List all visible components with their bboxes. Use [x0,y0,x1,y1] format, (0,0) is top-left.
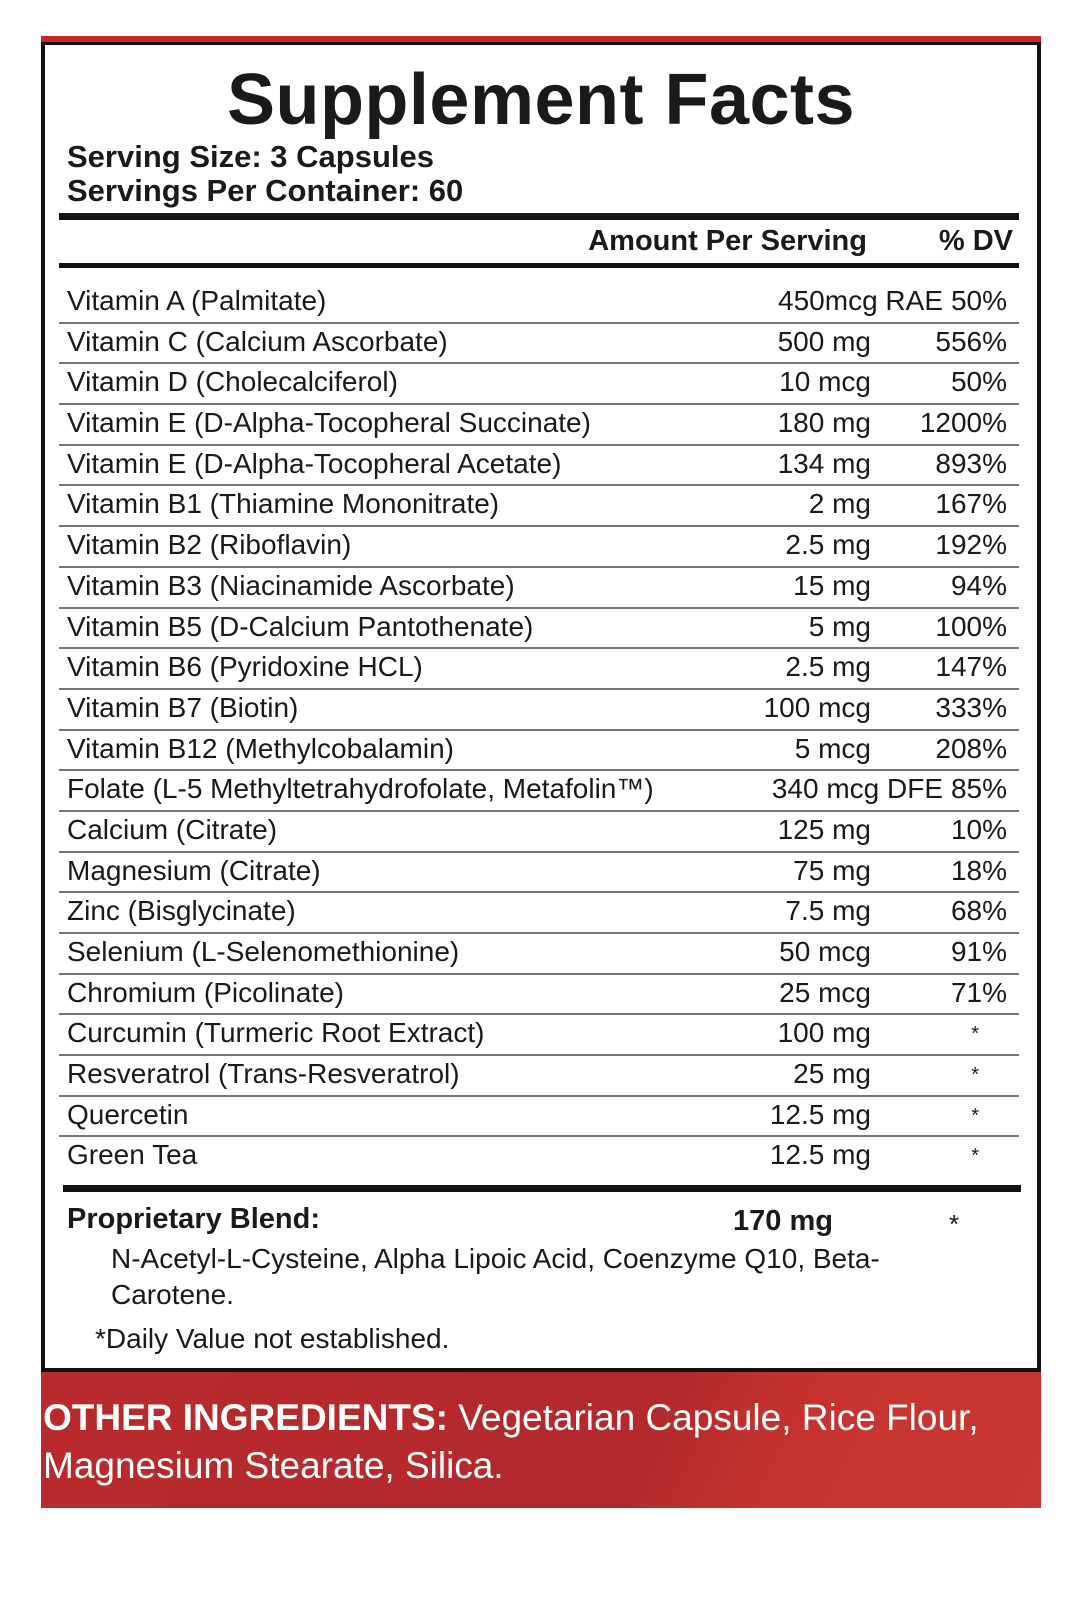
other-ingredients-text: Vegetarian Capsule, Rice Flour, Magnesium Stearate, Silica. [43,1397,979,1486]
blend-ingredients: N-Acetyl-L-Cysteine, Alpha Lipoic Acid, Coenzyme Q10, Beta-Carotene. [111,1243,880,1310]
nutrient-amount: 2.5 mg [785,529,871,561]
divider [59,263,1019,268]
nutrient-name: Vitamin E (D-Alpha-Tocopheral Succinate) [67,407,591,439]
nutrient-amount: 125 mg [777,813,871,845]
dv-header: % DV [938,225,1013,257]
table-row [59,1097,1019,1138]
nutrient-amount: 25 mg [793,1058,871,1090]
nutrient-name: Vitamin B3 (Niacinamide Ascorbate) [67,569,515,601]
table-row [59,1137,1019,1176]
servings-per-container: Servings Per Container: 60 [67,173,464,208]
serving-size: Serving Size: 3 Capsules [67,139,434,174]
nutrient-name: Calcium (Citrate) [67,813,278,845]
nutrient-dv: 50% [950,366,1007,398]
nutrient-amount: 5 mcg [794,732,871,764]
table-row [59,1056,1019,1097]
nutrient-amount: 450mcg RAE [778,285,943,316]
table-row [59,893,1019,934]
table-row [59,771,1019,812]
table-row [59,405,1019,446]
nutrient-dv: 167% [935,488,1007,520]
nutrient-name: Magnesium (Citrate) [67,854,321,886]
table-row [59,812,1019,853]
nutrient-name: Folate (L-5 Methyltetrahydrofolate, Metafolin™) [67,773,654,805]
other-ingredients [41,1372,1041,1508]
nutrient-dv: 71% [950,976,1007,1008]
nutrient-name: Vitamin B5 (D-Calcium Pantothenate) [67,610,534,642]
nutrient-amount: 10 mcg [779,366,871,398]
table-row [59,486,1019,527]
nutrient-amount: 7.5 mg [785,895,871,927]
nutrient-dv: 1200% [919,407,1007,439]
table-row [59,853,1019,894]
blend-label: Proprietary Blend: [67,1203,320,1235]
table-row [59,609,1019,650]
nutrient-amount: 340 mcg DFE [771,773,943,805]
nutrient-dv: 68% [950,895,1007,927]
nutrient-name: Green Tea [67,1139,198,1171]
nutrient-name: Zinc (Bisglycinate) [67,895,296,927]
table-row [59,568,1019,609]
nutrient-name: Quercetin [67,1098,189,1130]
table-row [59,446,1019,487]
other-ingredients-label: OTHER INGREDIENTS: [43,1397,448,1438]
nutrient-name: Selenium (L-Selenomethionine) [67,936,460,967]
nutrient-name: Vitamin B7 (Biotin) [67,691,299,723]
nutrient-amount: 100 mg [777,1017,871,1049]
amount-header: Amount Per Serving [588,225,867,257]
nutrient-name: Vitamin B2 (Riboflavin) [67,529,352,561]
footnote: *Daily Value not established. [95,1323,450,1354]
nutrient-dv: 147% [935,651,1007,683]
nutrient-amount: 100 mcg [763,691,871,723]
nutrient-amount: 500 mg [777,325,871,357]
nutrient-name: Vitamin A (Palmitate) [67,285,327,316]
facts-box [41,42,1041,1372]
nutrient-name: Vitamin D (Cholecalciferol) [67,366,398,398]
nutrient-dv: * [971,1023,979,1046]
blend-amount: 170 mg [733,1205,833,1237]
nutrient-dv: 333% [935,691,1007,723]
nutrient-dv: 94% [950,569,1007,601]
table-row [59,283,1019,324]
nutrient-dv: 556% [935,325,1007,357]
nutrient-name: Chromium (Picolinate) [67,976,344,1008]
nutrient-name: Vitamin B1 (Thiamine Mononitrate) [67,488,500,520]
table-row [59,1015,1019,1056]
table-row [59,527,1019,568]
nutrient-dv: 100% [935,610,1007,642]
blend-dv: * [949,1209,960,1239]
nutrient-dv: 10% [950,813,1007,845]
nutrient-amount: 15 mg [793,569,871,601]
divider [59,213,1019,220]
nutrient-dv: 50% [950,285,1007,316]
nutrient-amount: 134 mg [777,447,871,479]
nutrient-amount: 2 mg [808,488,871,520]
nutrient-amount: 2.5 mg [785,651,871,683]
nutrient-dv: 85% [950,773,1007,805]
divider [63,1185,1021,1192]
table-row [59,324,1019,365]
table-row [59,364,1019,405]
nutrient-name: Curcumin (Turmeric Root Extract) [67,1017,485,1049]
nutrient-dv: 893% [935,447,1007,479]
nutrient-table [59,283,1019,1176]
column-header [45,221,1037,261]
nutrient-amount: 180 mg [777,407,871,439]
nutrient-dv: 208% [935,732,1007,764]
nutrient-dv: * [971,1064,979,1087]
nutrient-amount: 12.5 mg [769,1098,871,1130]
page-title: Supplement Facts [226,60,856,140]
nutrient-amount: 50 mcg [779,936,871,967]
nutrient-amount: 75 mg [793,854,871,886]
table-row [59,975,1019,1016]
nutrient-name: Vitamin B12 (Methylcobalamin) [67,732,454,764]
nutrient-name: Vitamin C (Calcium Ascorbate) [67,325,448,357]
nutrient-name: Vitamin B6 (Pyridoxine HCL) [67,651,423,683]
table-row [59,690,1019,731]
nutrient-dv: 91% [950,936,1007,967]
nutrient-dv: 18% [950,854,1007,886]
nutrient-amount: 25 mcg [779,976,871,1008]
nutrient-dv: * [971,1145,979,1168]
nutrient-dv: 192% [935,529,1007,561]
nutrient-amount: 5 mg [808,610,871,642]
supplement-facts-panel [41,36,1041,1508]
table-row [59,649,1019,690]
table-row [59,731,1019,772]
nutrient-amount: 12.5 mg [769,1139,871,1171]
nutrient-name: Vitamin E (D-Alpha-Tocopheral Acetate) [67,447,562,479]
nutrient-dv: * [971,1104,979,1127]
table-row [59,934,1019,975]
nutrient-name: Resveratrol (Trans-Resveratrol) [67,1058,460,1090]
